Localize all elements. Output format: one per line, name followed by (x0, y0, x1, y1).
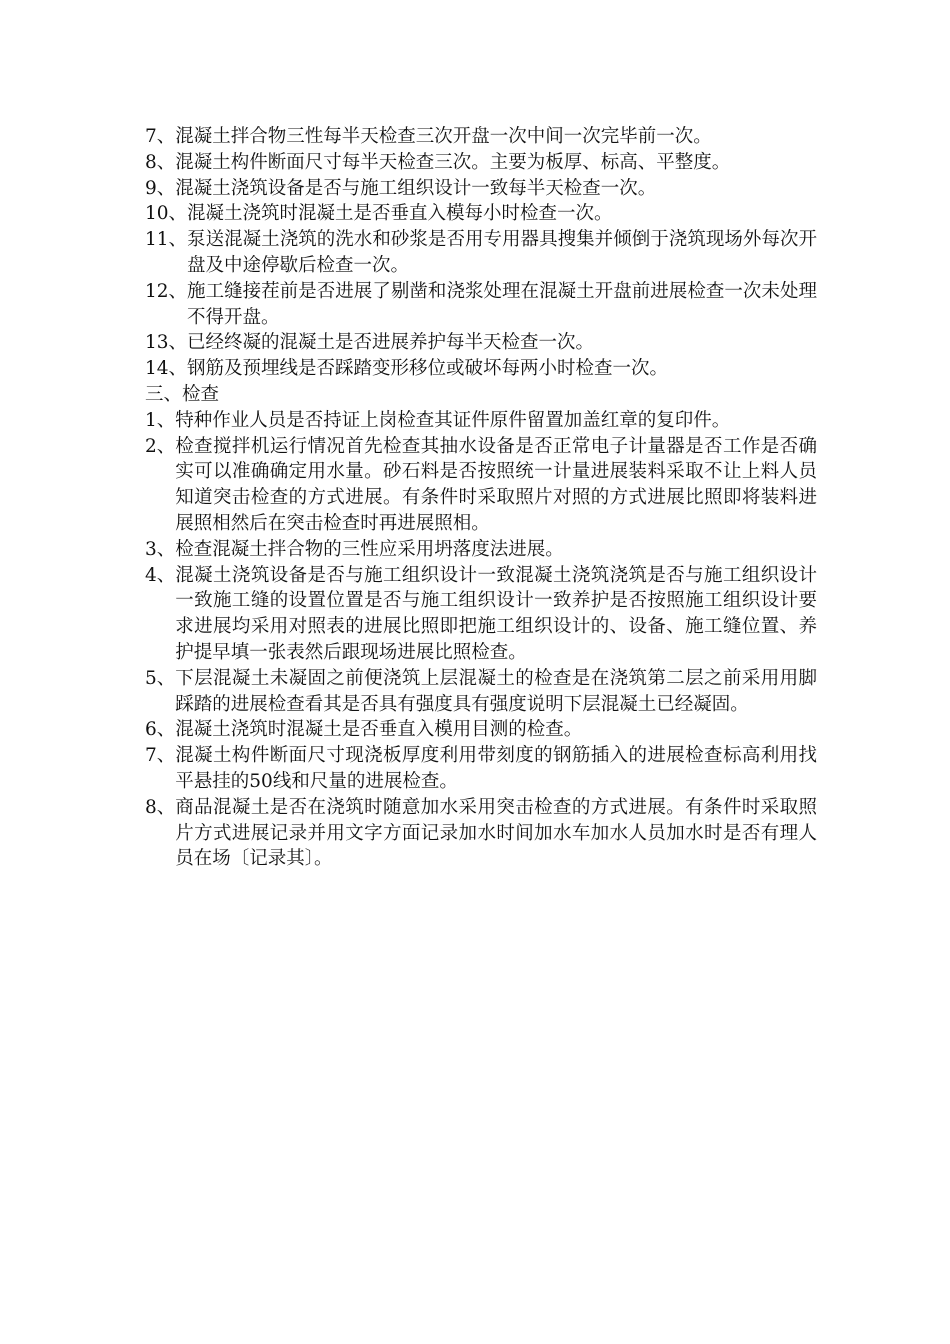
list-item (145, 743, 817, 795)
item-number: 6、 (145, 719, 176, 741)
section-one-list (145, 124, 817, 382)
item-text: 混凝土浇筑时混凝土是否垂直入模每小时检查一次。 (187, 203, 613, 225)
section-three-list (145, 408, 817, 872)
item-text: 施工缝接茬前是否进展了剔凿和浇浆处理在混凝土开盘前进展检查一次未处理不得开盘。 (187, 280, 817, 328)
item-text: 混凝土浇筑设备是否与施工组织设计一致混凝土浇筑浇筑是否与施工组织设计一致施工缝的设置位置是否与施工组织设计一致养护是否按照施工组织设计要求进展均采用对照表的进展比照即把施工组织设计的、设备、施工缝位置、养护提早填一张表然后跟现场进展比照检查。 (175, 564, 817, 663)
item-text: 下层混凝土未凝固之前便浇筑上层混凝土的检查是在浇筑第二层之前采用用脚踩踏的进展检查看其是否具有强度具有强度说明下层混凝土已经凝固。 (175, 667, 817, 715)
item-number: 13、 (145, 332, 188, 354)
item-text: 已经终凝的混凝土是否进展养护每半天检查一次。 (187, 332, 595, 354)
item-text: 泵送混凝土浇筑的洗水和砂浆是否用专用器具搜集并倾倒于浇筑现场外每次开盘及中途停歇后检查一次。 (187, 229, 817, 276)
item-text: 混凝土浇筑时混凝土是否垂直入模用目测的检查。 (175, 719, 583, 741)
item-text: 混凝土构件断面尺寸每半天检查三次。主要为板厚、标高、平整度。 (175, 151, 731, 173)
item-number: 3、 (145, 538, 176, 560)
item-number: 8、 (145, 151, 176, 173)
item-text: 检查混凝土拌合物的三性应采用坍落度法进展。 (175, 538, 564, 560)
item-text: 商品混凝土是否在浇筑时随意加水采用突击检查的方式进展。有条件时采取照片方式进展记录并用文字方面记录加水时间加水车加水人员加水时是否有理人员在场〔记录其〕。 (175, 796, 817, 870)
list-item (145, 434, 817, 537)
item-text: 混凝土拌合物三性每半天检查三次开盘一次中间一次完毕前一次。 (175, 126, 712, 147)
item-number: 9、 (145, 177, 176, 199)
item-number: 7、 (145, 126, 176, 147)
list-item (145, 279, 817, 331)
item-number: 1、 (145, 409, 176, 431)
item-number: 10、 (145, 203, 188, 225)
item-number: 7、 (145, 745, 176, 767)
list-item (145, 717, 817, 743)
item-number: 2、 (145, 435, 176, 457)
list-item (145, 227, 817, 279)
item-text: 特种作业人员是否持证上岗检查其证件原件留置加盖红章的复印件。 (175, 409, 731, 431)
item-number: 11、 (145, 229, 188, 251)
document-page (145, 124, 817, 872)
item-number: 8、 (145, 796, 176, 818)
list-item (145, 666, 817, 718)
list-item (145, 563, 817, 666)
item-text: 钢筋及预埋线是否踩踏变形移位或破坏每两小时检查一次。 (187, 358, 669, 380)
list-item (145, 408, 817, 434)
item-number: 5、 (145, 667, 176, 689)
item-number: 4、 (145, 564, 176, 586)
item-text: 检查搅拌机运行情况首先检查其抽水设备是否正常电子计量器是否工作是否确实可以准确确定用水量。砂石料是否按照统一计量进展装料采取不让上料人员知道突击检查的方式进展。有条件时采取照片对照的方式进展比照即将装料进展照相然后在突击检查时再进展照相。 (175, 435, 817, 534)
item-number: 14、 (145, 358, 188, 380)
item-text: 混凝土浇筑设备是否与施工组织设计一致每半天检查一次。 (175, 177, 657, 199)
list-item (145, 201, 817, 227)
list-item (145, 176, 817, 202)
list-item (145, 537, 817, 563)
item-number: 12、 (145, 280, 188, 302)
list-item (145, 124, 817, 150)
list-item (145, 330, 817, 356)
list-item (145, 356, 817, 382)
list-item (145, 795, 817, 872)
section-heading: 三、检查 (145, 383, 220, 405)
list-item (145, 150, 817, 176)
item-text: 混凝土构件断面尺寸现浇板厚度利用带刻度的钢筋插入的进展检查标高利用找平悬挂的50线和尺量的进展检查。 (175, 745, 817, 792)
